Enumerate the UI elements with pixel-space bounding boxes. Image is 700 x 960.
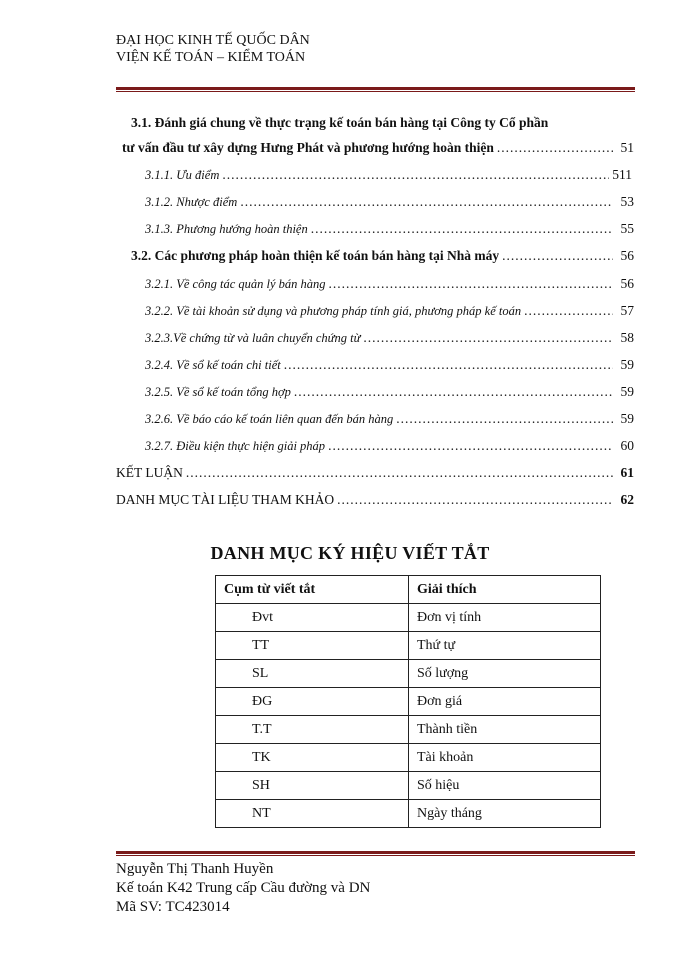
toc-item-label: tư vấn đầu tư xây dựng Hưng Phát và phương hướng hoàn thiện (122, 140, 494, 155)
toc-item-label: 3.2.6. Về báo cáo kế toán liên quan đến bán hàng (145, 412, 394, 426)
abbreviations-table (215, 575, 601, 828)
toc-item-3-1-1[interactable] (145, 166, 632, 184)
toc-page-number: 56 (620, 276, 634, 291)
toc-page-number: 51 (620, 140, 634, 155)
toc-item-3-1-3[interactable] (145, 220, 634, 238)
table-row (216, 688, 601, 716)
abbreviation-cell: SH (216, 772, 409, 800)
toc-leader (186, 464, 613, 482)
abbreviation-cell: NT (216, 800, 409, 828)
table-row (216, 772, 601, 800)
toc-page-number: 62 (620, 492, 634, 507)
toc-page-number: 59 (620, 357, 634, 372)
meaning-cell: Ngày tháng (409, 800, 601, 828)
table-row (216, 716, 601, 744)
footer-divider (116, 851, 635, 856)
column-header-abbreviation: Cụm từ viết tắt (216, 576, 409, 604)
institute-name: VIỆN KẾ TOÁN – KIỂM TOÁN (116, 50, 306, 65)
toc-leader (311, 220, 613, 238)
meaning-cell: Thành tiền (409, 716, 601, 744)
abbreviations-title: DANH MỤC KÝ HIỆU VIẾT TẮT (210, 543, 490, 563)
toc-leader (497, 139, 613, 157)
toc-item-3-2-7[interactable] (145, 437, 634, 455)
toc-page-number: 57 (620, 303, 634, 318)
toc-page-number: 56 (620, 248, 634, 263)
abbreviation-cell: T.T (216, 716, 409, 744)
toc-item-3-2-6[interactable] (145, 410, 634, 428)
toc-item-label: 3.2.3.Về chứng từ và luân chuyển chứng từ (145, 331, 361, 345)
abbreviation-cell: TT (216, 632, 409, 660)
toc-page-number: 59 (620, 411, 634, 426)
toc-item-3-2-4[interactable] (145, 356, 634, 374)
table-row (216, 632, 601, 660)
toc-leader (524, 302, 613, 320)
toc-item-label: 3.2.1. Về công tác quản lý bán hàng (145, 277, 326, 291)
header-divider (116, 87, 635, 92)
toc-leader (502, 247, 613, 265)
toc-item-label: 3.2.5. Về sổ kế toán tổng hợp (145, 385, 291, 399)
toc-leader (284, 356, 613, 374)
table-row (216, 660, 601, 688)
author-class: Kế toán K42 Trung cấp Cầu đường và DN (116, 880, 371, 896)
toc-item-label: 3.2. Các phương pháp hoàn thiện kế toán bán hàng tại Nhà máy (131, 248, 500, 263)
toc-leader (328, 437, 613, 455)
toc-leader (363, 329, 613, 347)
toc-item-references[interactable] (116, 491, 634, 509)
abbreviation-cell: ĐG (216, 688, 409, 716)
toc-item-label: 3.1.1. Ưu điểm (145, 168, 220, 182)
table-header-row (216, 576, 601, 604)
toc-page-number: 511 (612, 167, 632, 182)
toc-item-3-2-2[interactable] (145, 302, 634, 320)
toc-leader (329, 275, 613, 293)
table-row (216, 800, 601, 828)
university-name: ĐẠI HỌC KINH TẾ QUỐC DÂN (116, 33, 310, 48)
abbreviation-cell: Đvt (216, 604, 409, 632)
author-name: Nguyễn Thị Thanh Huyền (116, 861, 274, 877)
meaning-cell: Số hiệu (409, 772, 601, 800)
toc-page-number: 61 (620, 465, 634, 480)
toc-item-label: DANH MỤC TÀI LIỆU THAM KHẢO (116, 492, 335, 507)
toc-item-3-1-2[interactable] (145, 193, 634, 211)
student-id: Mã SV: TC423014 (116, 899, 230, 915)
toc-leader (337, 491, 613, 509)
meaning-cell: Đơn giá (409, 688, 601, 716)
toc-item-label: 3.2.7. Điều kiện thực hiện giải pháp (145, 439, 326, 453)
toc-item-label: 3.1.2. Nhược điểm (145, 195, 238, 209)
toc-item-label: 3.2.2. Về tài khoản sử dụng và phương pháp tính giá, phương pháp kế toán (145, 304, 522, 318)
meaning-cell: Thứ tự (409, 632, 601, 660)
abbreviation-cell: TK (216, 744, 409, 772)
toc-item-3-2-3[interactable] (145, 329, 634, 347)
toc-item-conclusion[interactable] (116, 464, 634, 482)
meaning-cell: Số lượng (409, 660, 601, 688)
column-header-meaning: Giải thích (409, 576, 601, 604)
toc-item-3-2[interactable] (131, 247, 634, 265)
table-row (216, 744, 601, 772)
table-row (216, 604, 601, 632)
meaning-cell: Tài khoản (409, 744, 601, 772)
toc-item-label: 3.2.4. Về sổ kế toán chi tiết (145, 358, 281, 372)
toc-page-number: 53 (620, 194, 634, 209)
toc-leader (222, 166, 609, 184)
toc-item-3-2-5[interactable] (145, 383, 634, 401)
toc-leader (294, 383, 613, 401)
toc-item-label: KẾT LUẬN (116, 465, 183, 480)
toc-page-number: 59 (620, 384, 634, 399)
toc-page-number: 60 (620, 438, 634, 453)
toc-page-number: 58 (620, 330, 634, 345)
meaning-cell: Đơn vị tính (409, 604, 601, 632)
toc-item-3-1-line1[interactable]: 3.1. Đánh giá chung về thực trạng kế toán bán hàng tại Công ty Cổ phần (131, 115, 549, 130)
toc-item-3-2-1[interactable] (145, 275, 634, 293)
toc-item-3-1-line2[interactable] (122, 139, 634, 157)
abbreviation-cell: SL (216, 660, 409, 688)
toc-leader (240, 193, 613, 211)
toc-leader (396, 410, 613, 428)
toc-page-number: 55 (620, 221, 634, 236)
toc-item-label: 3.1.3. Phương hướng hoàn thiện (145, 222, 308, 236)
